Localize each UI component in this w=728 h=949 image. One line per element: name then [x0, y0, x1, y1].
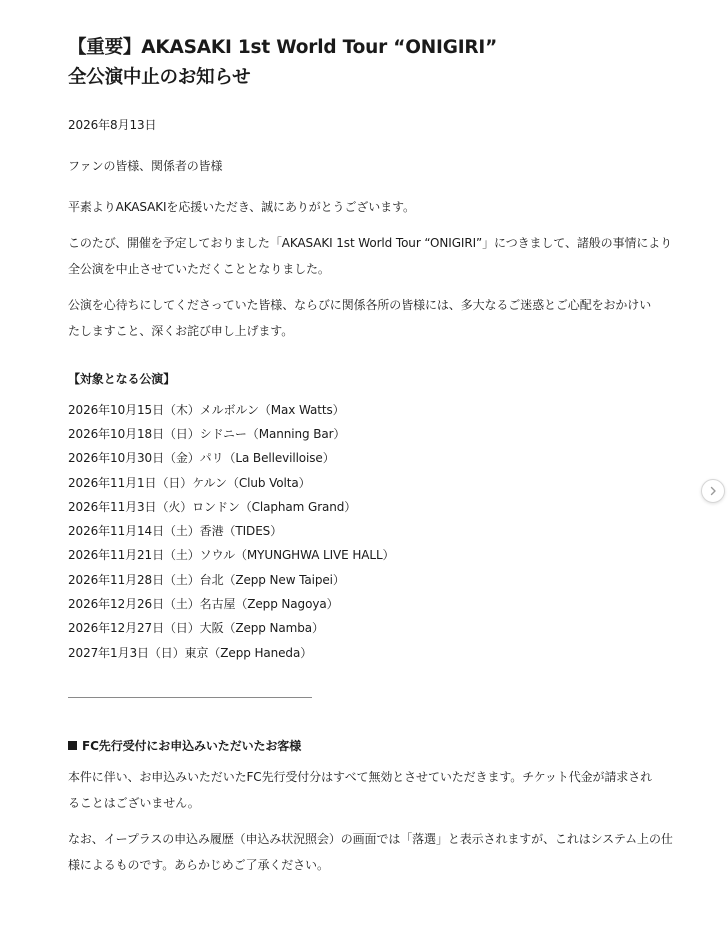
show-item: 2026年10月15日（木）メルボルン（Max Watts）: [68, 403, 345, 417]
section-divider: [68, 697, 312, 698]
show-item: 2026年12月26日（土）名古屋（Zepp Nagoya）: [68, 597, 339, 611]
notice-title-line1: 【重要】AKASAKI 1st World Tour “ONIGIRI”: [68, 37, 498, 58]
show-item: 2026年11月21日（土）ソウル（MYUNGHWA LIVE HALL）: [68, 548, 395, 562]
show-item: 2026年10月30日（金）パリ（La Bellevilloise）: [68, 451, 335, 465]
show-item: 2026年11月3日（火）ロンドン（Clapham Grand）: [68, 500, 357, 514]
show-item: 2026年10月18日（日）シドニー（Manning Bar）: [68, 427, 346, 441]
next-page-button[interactable]: [701, 479, 725, 503]
square-bullet-icon: [68, 741, 77, 750]
paragraph-line: 本件に伴い、お申込みいただいたFC先行受付分はすべて無効とさせていただきます。チケット代金が請求され: [68, 770, 653, 784]
fc-heading: [68, 733, 301, 759]
show-item: 2026年11月28日（土）台北（Zepp New Taipei）: [68, 573, 345, 587]
paragraph-line: 全公演を中止させていただくこととなりました。: [68, 262, 330, 276]
show-item: 2026年12月27日（日）大阪（Zepp Namba）: [68, 621, 324, 635]
shows-heading: 【対象となる公演】: [68, 372, 176, 386]
notice-date: 2026年8月13日: [68, 118, 157, 132]
chevron-right-icon: [707, 485, 719, 497]
paragraph-line: 様によるものです。あらかじめご了承ください。: [68, 858, 329, 872]
fc-heading-text: FC先行受付にお申込みいただいたお客様: [82, 739, 302, 753]
notice-title-line2: 全公演中止のお知らせ: [68, 67, 251, 88]
paragraph-line: 公演を心待ちにしてくださっていた皆様、ならびに関係各所の皆様には、多大なるご迷惑とご心配をおかけい: [68, 298, 652, 312]
show-item: 2026年11月1日（日）ケルン（Club Volta）: [68, 476, 311, 490]
intro-text: 平素よりAKASAKIを応援いただき、誠にありがとうございます。: [68, 200, 415, 214]
paragraph-line: このたび、開催を予定しておりました「AKASAKI 1st World Tour “ONIGIRI”」につきまして、諸般の事情により: [68, 236, 673, 250]
show-item: 2026年11月14日（土）香港（TIDES）: [68, 524, 283, 538]
greeting-text: ファンの皆様、関係者の皆様: [68, 159, 223, 173]
show-item: 2027年1月3日（日）東京（Zepp Haneda）: [68, 646, 313, 660]
notice-title: [68, 33, 497, 93]
paragraph-line: たしますこと、深くお詫び申し上げます。: [68, 324, 294, 338]
paragraph-line: ることはございません。: [68, 796, 200, 810]
paragraph-line: なお、イープラスの申込み履歴（申込み状況照会）の画面では「落選」と表示されますが、これはシステム上の仕: [68, 832, 673, 846]
